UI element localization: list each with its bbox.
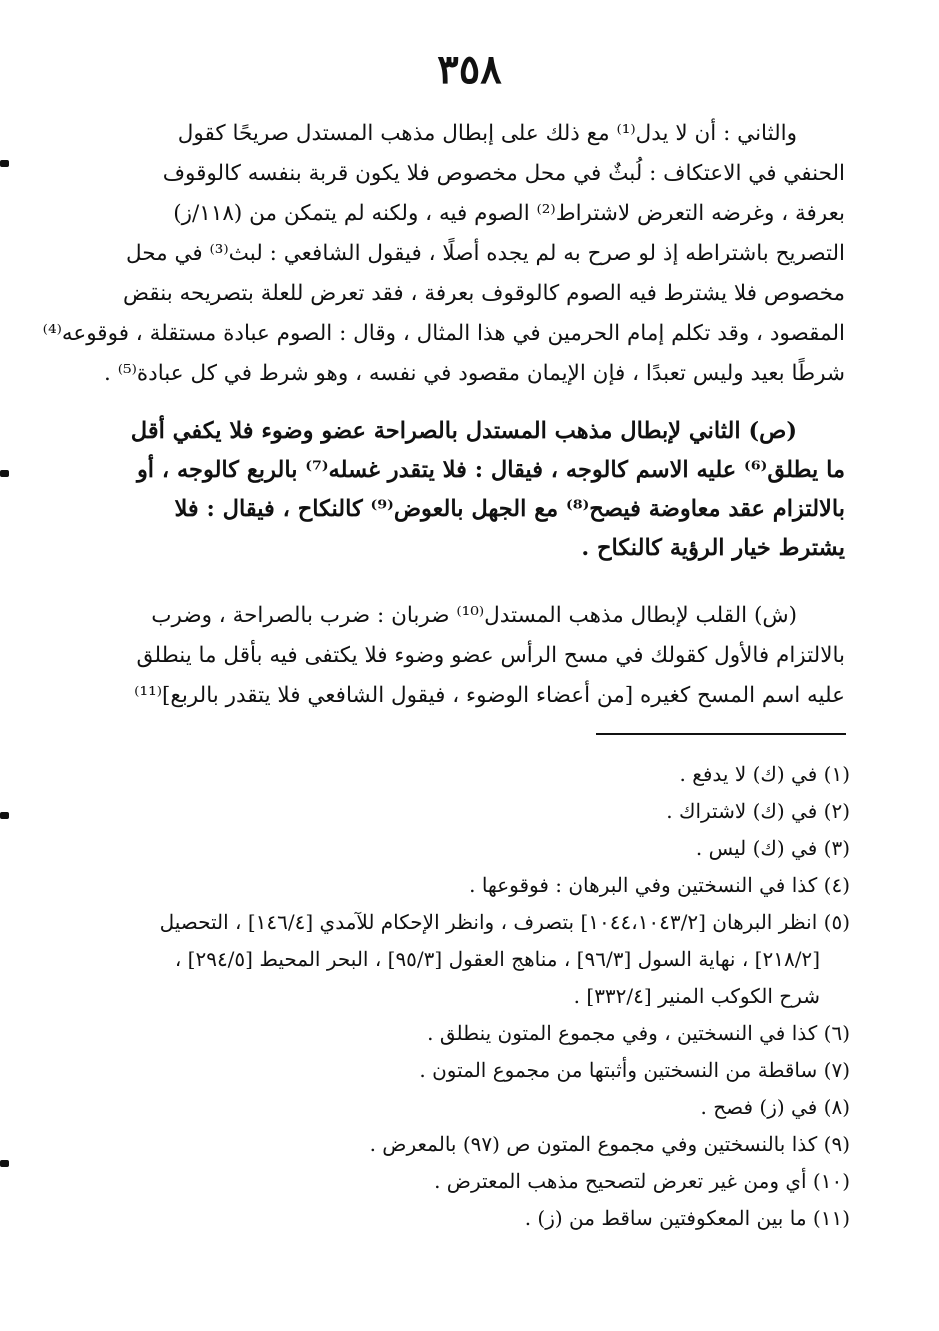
footnote-item: (١٠) أي ومن غير تعرض لتصحيح مذهب المعترض .	[434, 1169, 850, 1193]
paragraph-commentary-1	[42, 114, 845, 394]
scan-edge-mark	[0, 470, 9, 477]
footnote-item: (٨) في (ز) فصح .	[700, 1095, 850, 1119]
footnote-item: (٥) انظر البرهان [١٠٤٤،١٠٤٣/٢] بتصرف ، وانظر الإحكام للآمدي [١٤٦/٤] ، التحصيل	[159, 910, 850, 934]
text-line: مخصوص فلا يشترط فيه الصوم كالوقوف بعرفة ، فقد تعرض للعلة بتصريحه بنقض	[122, 281, 845, 306]
text-line: يشترط خيار الرؤية كالنكاح .	[581, 535, 845, 561]
footnote-item: (٢) في (ك) لاشتراك .	[666, 799, 850, 823]
scan-edge-mark	[0, 160, 9, 167]
footnotes-list	[75, 756, 850, 1237]
text-line: ما يطلق⁽⁶⁾ عليه الاسم كالوجه ، فيقال : فلا يتقدر غسله⁽⁷⁾ بالربع كالوجه ، أو	[136, 457, 845, 483]
scan-edge-mark	[0, 1160, 9, 1167]
text-line: عليه اسم المسح كغيره [من أعضاء الوضوء ، فيقول الشافعي فلا يتقدر بالربع]⁽¹¹⁾	[134, 683, 845, 708]
text-line: بالالتزام عقد معاوضة فيصح⁽⁸⁾ مع الجهل بالعوض⁽⁹⁾ كالنكاح ، فيقال : فلا	[174, 496, 845, 522]
footnote-item: (٧) ساقطة من النسختين وأثبتها من مجموع المتون .	[419, 1058, 850, 1082]
footnote-item: (١١) ما بين المعكوفتين ساقط من (ز) .	[524, 1206, 850, 1230]
text-line: التصريح باشتراطه إذ لو صرح به لم يجده أصلًا ، فيقول الشافعي : لبث⁽³⁾ في محل	[125, 241, 845, 266]
footnote-item: (٩) كذا بالنسختين وفي مجموع المتون ص (٩٧) بالمعرض .	[369, 1132, 850, 1156]
footnote-item: (٦) كذا في النسختين ، وفي مجموع المتون ينطلق .	[427, 1021, 850, 1045]
text-line: (ش) القلب لإبطال مذهب المستدل⁽¹⁰⁾ ضربان : ضرب بالصراحة ، وضرب	[151, 603, 797, 628]
footnote-item: (١) في (ك) لا يدفع .	[679, 762, 850, 786]
paragraph-matn	[75, 412, 845, 568]
footnote-item-continuation: شرح الكوكب المنير [٣٣٢/٤] .	[573, 984, 820, 1008]
text-line: والثاني : أن لا يدل⁽¹⁾ مع ذلك على إبطال مذهب المستدل صريحًا كقول	[177, 121, 797, 146]
footnote-item-continuation: [٢١٨/٢] ، نهاية السول [٩٦/٣] ، مناهج العقول [٩٥/٣] ، البحر المحيط [٢٩٤/٥] ،	[174, 947, 820, 971]
page-number: ٣٥٨	[437, 46, 502, 93]
footnote-item: (٣) في (ك) ليس .	[695, 836, 850, 860]
text-line: الحنفي في الاعتكاف : لُبثٌ في محل مخصوص فلا يكون قربة بنفسه كالوقوف	[162, 161, 845, 186]
text-line: (ص) الثاني لإبطال مذهب المستدل بالصراحة عضو وضوء فلا يكفي أقل	[130, 418, 797, 444]
scan-edge-mark	[0, 812, 9, 819]
paragraph-commentary-2	[75, 596, 845, 716]
text-line: بعرفة ، وغرضه التعرض لاشتراط⁽²⁾ الصوم فيه ، ولكنه لم يتمكن من (١١٨/ز)	[173, 201, 845, 226]
footnote-item: (٤) كذا في النسختين وفي البرهان : فوقوعها .	[469, 873, 850, 897]
text-line: شرطًا بعيد وليس تعبدًا ، فإن الإيمان مقصود في نفسه ، وهو شرط في كل عبادة⁽⁵⁾ .	[104, 361, 845, 386]
footnote-separator	[596, 733, 846, 735]
text-line: المقصود ، وقد تكلم إمام الحرمين في هذا المثال ، وقال : الصوم عبادة مستقلة ، فوقوعه⁽⁴⁾	[42, 321, 845, 346]
text-line: بالالتزام فالأول كقولك في مسح الرأس عضو وضوء فلا يكتفى فيه بأقل ما ينطلق	[136, 643, 845, 668]
